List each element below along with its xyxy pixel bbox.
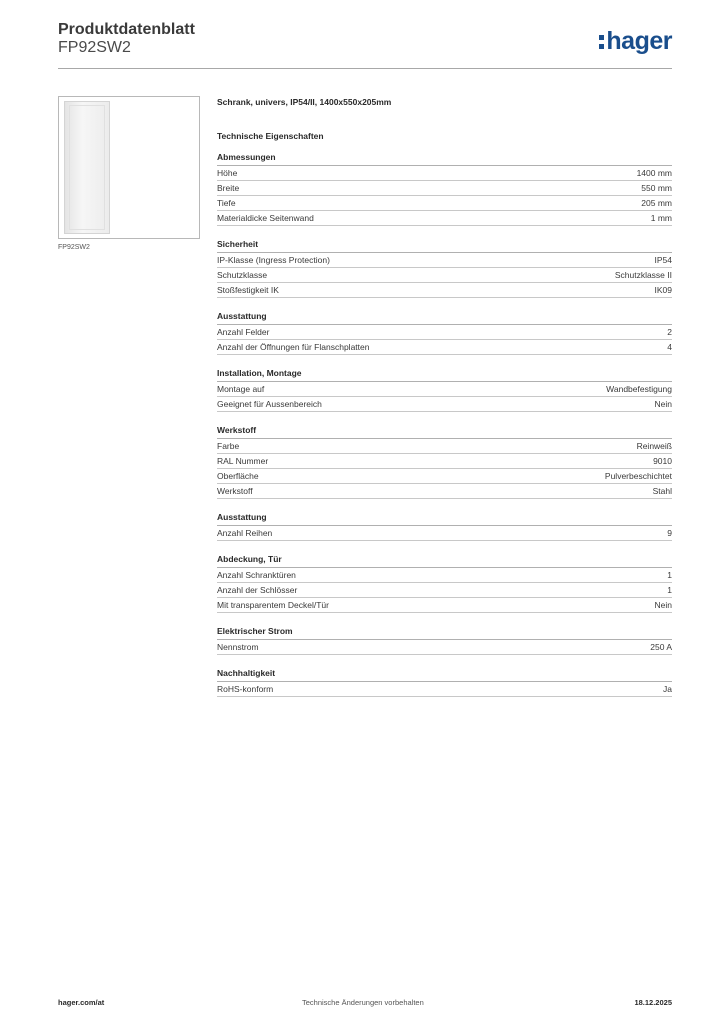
spec-row [217, 166, 672, 181]
section-title: Abdeckung, Tür [217, 554, 672, 568]
spec-value: Wandbefestigung [606, 384, 672, 394]
spec-section [217, 668, 672, 697]
section-title: Elektrischer Strom [217, 626, 672, 640]
product-description: Schrank, univers, IP54/II, 1400x550x205mm [217, 97, 392, 107]
spec-row [217, 484, 672, 499]
spec-value: IK09 [654, 285, 672, 295]
spec-value: 550 mm [641, 183, 672, 193]
spec-value: 2 [667, 327, 672, 337]
spec-row [217, 454, 672, 469]
spec-row [217, 253, 672, 268]
spec-row [217, 181, 672, 196]
spec-label: Materialdicke Seitenwand [217, 213, 314, 223]
section-title: Werkstoff [217, 425, 672, 439]
spec-row [217, 325, 672, 340]
spec-row [217, 382, 672, 397]
product-code: FP92SW2 [58, 39, 131, 56]
spec-row [217, 526, 672, 541]
spec-row [217, 196, 672, 211]
spec-label: Mit transparentem Deckel/Tür [217, 600, 329, 610]
spec-row [217, 568, 672, 583]
spec-value: Nein [654, 600, 672, 610]
section-title: Ausstattung [217, 311, 672, 325]
spec-row [217, 211, 672, 226]
spec-value: Ja [663, 684, 672, 694]
spec-label: Tiefe [217, 198, 236, 208]
spec-sections [217, 152, 672, 697]
footer-disclaimer: Technische Änderungen vorbehalten [302, 998, 424, 1007]
spec-value: 9 [667, 528, 672, 538]
section-title: Installation, Montage [217, 368, 672, 382]
spec-label: Schutzklasse [217, 270, 268, 280]
spec-value: 4 [667, 342, 672, 352]
spec-label: Farbe [217, 441, 240, 451]
spec-row [217, 397, 672, 412]
spec-value: 1 [667, 570, 672, 580]
spec-section [217, 512, 672, 541]
spec-row [217, 283, 672, 298]
spec-value: 250 A [650, 642, 672, 652]
spec-label: Anzahl Felder [217, 327, 270, 337]
spec-section [217, 626, 672, 655]
spec-value: 1 [667, 585, 672, 595]
spec-label: RoHS-konform [217, 684, 274, 694]
cabinet-illustration [64, 101, 110, 234]
spec-label: Anzahl Reihen [217, 528, 273, 538]
section-title: Ausstattung [217, 512, 672, 526]
image-caption: FP92SW2 [58, 244, 90, 251]
spec-value: 205 mm [641, 198, 672, 208]
spec-row [217, 469, 672, 484]
spec-label: IP-Klasse (Ingress Protection) [217, 255, 330, 265]
spec-value: 1400 mm [636, 168, 672, 178]
section-title: Sicherheit [217, 239, 672, 253]
spec-section [217, 152, 672, 226]
spec-value: IP54 [654, 255, 672, 265]
tech-heading: Technische Eigenschaften [217, 131, 324, 141]
spec-label: Montage auf [217, 384, 265, 394]
spec-label: RAL Nummer [217, 456, 269, 466]
spec-label: Breite [217, 183, 240, 193]
spec-section [217, 311, 672, 355]
spec-row [217, 583, 672, 598]
spec-label: Höhe [217, 168, 238, 178]
spec-row [217, 598, 672, 613]
spec-value: Reinweiß [636, 441, 672, 451]
product-image [58, 96, 200, 239]
spec-label: Geeignet für Aussenbereich [217, 399, 322, 409]
spec-label: Anzahl Schranktüren [217, 570, 296, 580]
spec-label: Oberfläche [217, 471, 259, 481]
header-divider [58, 68, 672, 69]
spec-row [217, 340, 672, 355]
spec-row [217, 682, 672, 697]
spec-label: Werkstoff [217, 486, 253, 496]
spec-value: 1 mm [650, 213, 672, 223]
spec-value: Stahl [652, 486, 672, 496]
spec-row [217, 268, 672, 283]
section-title: Abmessungen [217, 152, 672, 166]
spec-section [217, 368, 672, 412]
spec-label: Anzahl der Schlösser [217, 585, 298, 595]
spec-section [217, 554, 672, 613]
spec-value: Schutzklasse II [614, 270, 672, 280]
footer-website[interactable]: hager.com/at [58, 998, 105, 1007]
section-title: Nachhaltigkeit [217, 668, 672, 682]
spec-label: Stoßfestigkeit IK [217, 285, 279, 295]
hager-logo [599, 27, 672, 56]
spec-row [217, 640, 672, 655]
spec-value: 9010 [653, 456, 672, 466]
spec-label: Nennstrom [217, 642, 259, 652]
spec-value: Nein [654, 399, 672, 409]
logo-text: hager [606, 27, 672, 55]
footer-date: 18.12.2025 [634, 998, 672, 1007]
spec-section [217, 239, 672, 298]
spec-label: Anzahl der Öffnungen für Flanschplatten [217, 342, 370, 352]
page-title: Produktdatenblatt [58, 21, 195, 38]
spec-row [217, 439, 672, 454]
logo-dots-icon [599, 35, 604, 49]
spec-section [217, 425, 672, 499]
spec-content [217, 96, 672, 697]
spec-value: Pulverbeschichtet [604, 471, 672, 481]
